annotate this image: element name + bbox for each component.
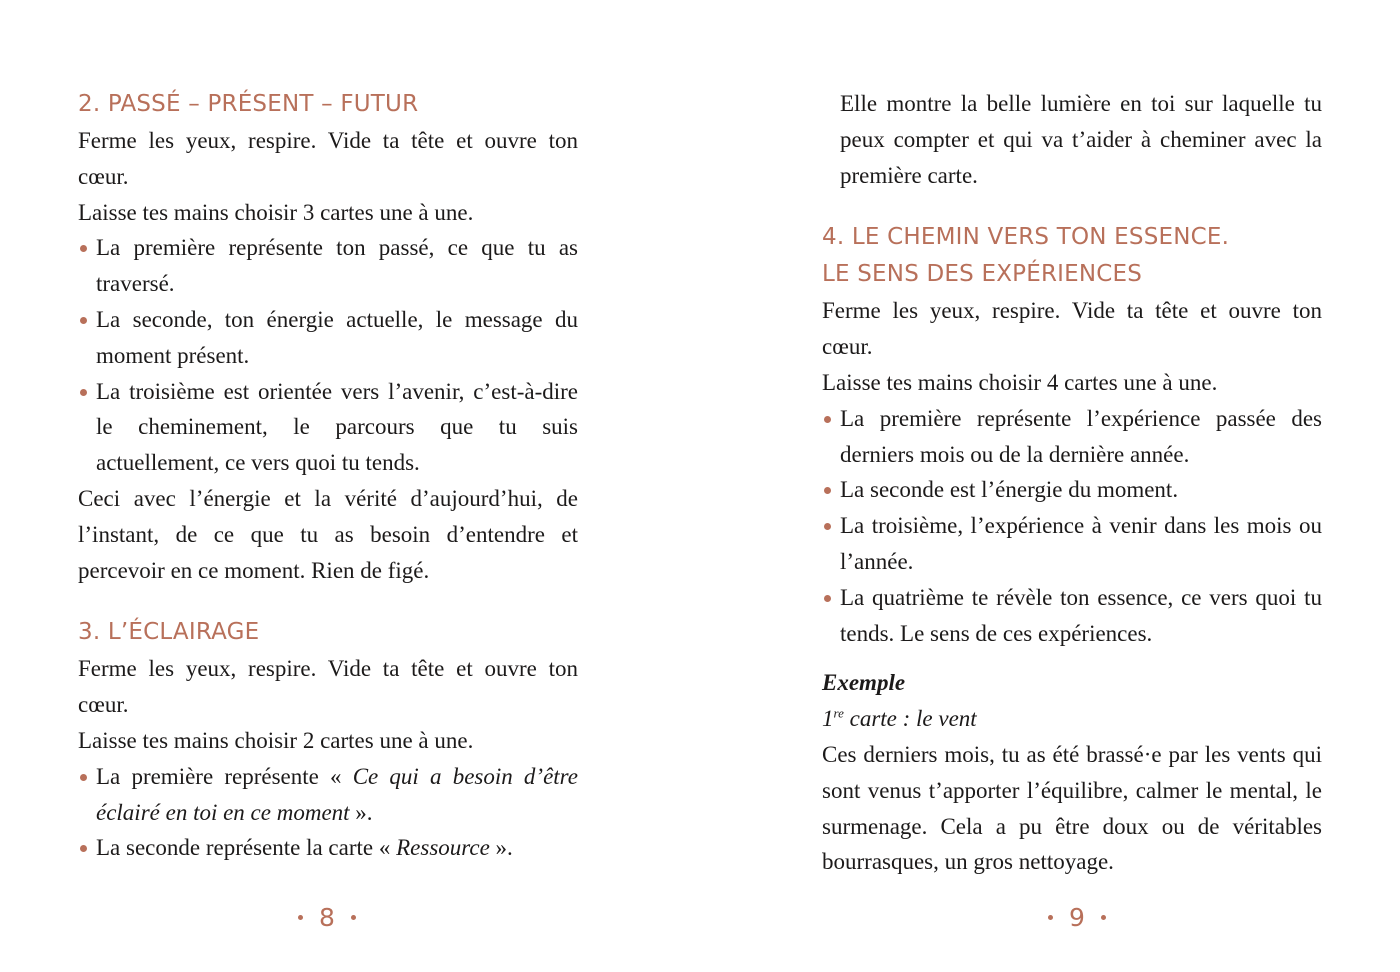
left-column: [78, 86, 578, 866]
spacer: [78, 588, 578, 614]
bullet-icon: [80, 245, 87, 252]
bullet-icon: [80, 845, 87, 852]
list-item: La troisième est orientée vers l’avenir, c’est-à-dire le cheminement, le parcours que tu suis actuellement, ce vers quoi tu tends.: [78, 374, 578, 481]
bullet-icon: [824, 595, 831, 602]
page-number-right: 9: [1048, 903, 1106, 932]
page-number-left: 8: [298, 903, 356, 932]
section-3-bullet-list: [78, 759, 578, 866]
section-4-bullet-list: [822, 401, 1322, 652]
example-text: Ces derniers mois, tu as été brassé·e par les vents qui sont venus t’apporter l’équilibre, calmer le mental, le surmenage. Cela a pu être doux ou de véritables bourrasques, un gros nettoyage.: [822, 741, 1322, 875]
right-column: [822, 86, 1322, 880]
list-item: La première représente ton passé, ce que tu as traversé.: [78, 230, 578, 302]
section-3-heading: 3. L’ÉCLAIRAGE: [78, 619, 260, 646]
bullet-icon: [80, 317, 87, 324]
bullet-icon: [824, 487, 831, 494]
list-item: La seconde, ton énergie actuelle, le message du moment présent.: [78, 302, 578, 374]
section-4-heading-line-2: LE SENS DES EXPÉRIENCES: [822, 261, 1143, 288]
section-4-heading-line-1: 4. LE CHEMIN VERS TON ESSENCE.: [822, 224, 1230, 251]
bullet-icon: [80, 389, 87, 396]
list-item: La seconde est l’énergie du moment.: [822, 472, 1322, 508]
folio-dot-icon: [351, 915, 356, 920]
continuation-text: Elle montre la belle lumière en toi sur laquelle tu peux compter et qui va t’aider à cheminer avec la première carte.: [840, 91, 1322, 188]
right-page: [700, 0, 1400, 972]
list-item: La seconde représente la carte « Ressource ».: [78, 830, 578, 866]
example-card-label: 1re carte : le vent: [822, 705, 977, 732]
spacer: [822, 193, 1322, 219]
section-4-intro: Ferme les yeux, respire. Vide ta tête et ouvre ton cœur.: [822, 298, 1322, 360]
list-item: La troisième, l’expérience à venir dans les mois ou l’année.: [822, 508, 1322, 580]
bullet-icon: [824, 416, 831, 423]
section-2-bullet-list: [78, 230, 578, 481]
bullet-icon: [824, 523, 831, 530]
folio-dot-icon: [1048, 915, 1053, 920]
section-2-intro: Ferme les yeux, respire. Vide ta tête et ouvre ton cœur.: [78, 128, 578, 189]
section-3-instruction: Laisse tes mains choisir 2 cartes une à une.: [78, 727, 474, 753]
section-2-heading: 2. PASSÉ – PRÉSENT – FUTUR: [78, 91, 419, 117]
spacer: [822, 651, 1322, 665]
bullet-icon: [80, 774, 87, 781]
list-item: La première représente « Ce qui a besoin d’être éclairé en toi en ce moment ».: [78, 759, 578, 831]
section-2-instruction: Laisse tes mains choisir 3 cartes une à une.: [78, 199, 474, 225]
list-item: La quatrième te révèle ton essence, ce vers quoi tu tends. Le sens de ces expériences.: [822, 580, 1322, 652]
section-4-instruction: Laisse tes mains choisir 4 cartes une à une.: [822, 369, 1218, 395]
folio-dot-icon: [1101, 915, 1106, 920]
example-title: Exemple: [822, 670, 906, 696]
list-item: La première représente l’expérience passée des derniers mois ou de la dernière année.: [822, 401, 1322, 473]
section-2-closing: Ceci avec l’énergie et la vérité d’aujourd’hui, de l’instant, de ce que tu as besoin d’entendre et percevoir en ce moment. Rien de figé.: [78, 485, 578, 583]
section-3-intro: Ferme les yeux, respire. Vide ta tête et ouvre ton cœur.: [78, 656, 578, 718]
folio-dot-icon: [298, 915, 303, 920]
